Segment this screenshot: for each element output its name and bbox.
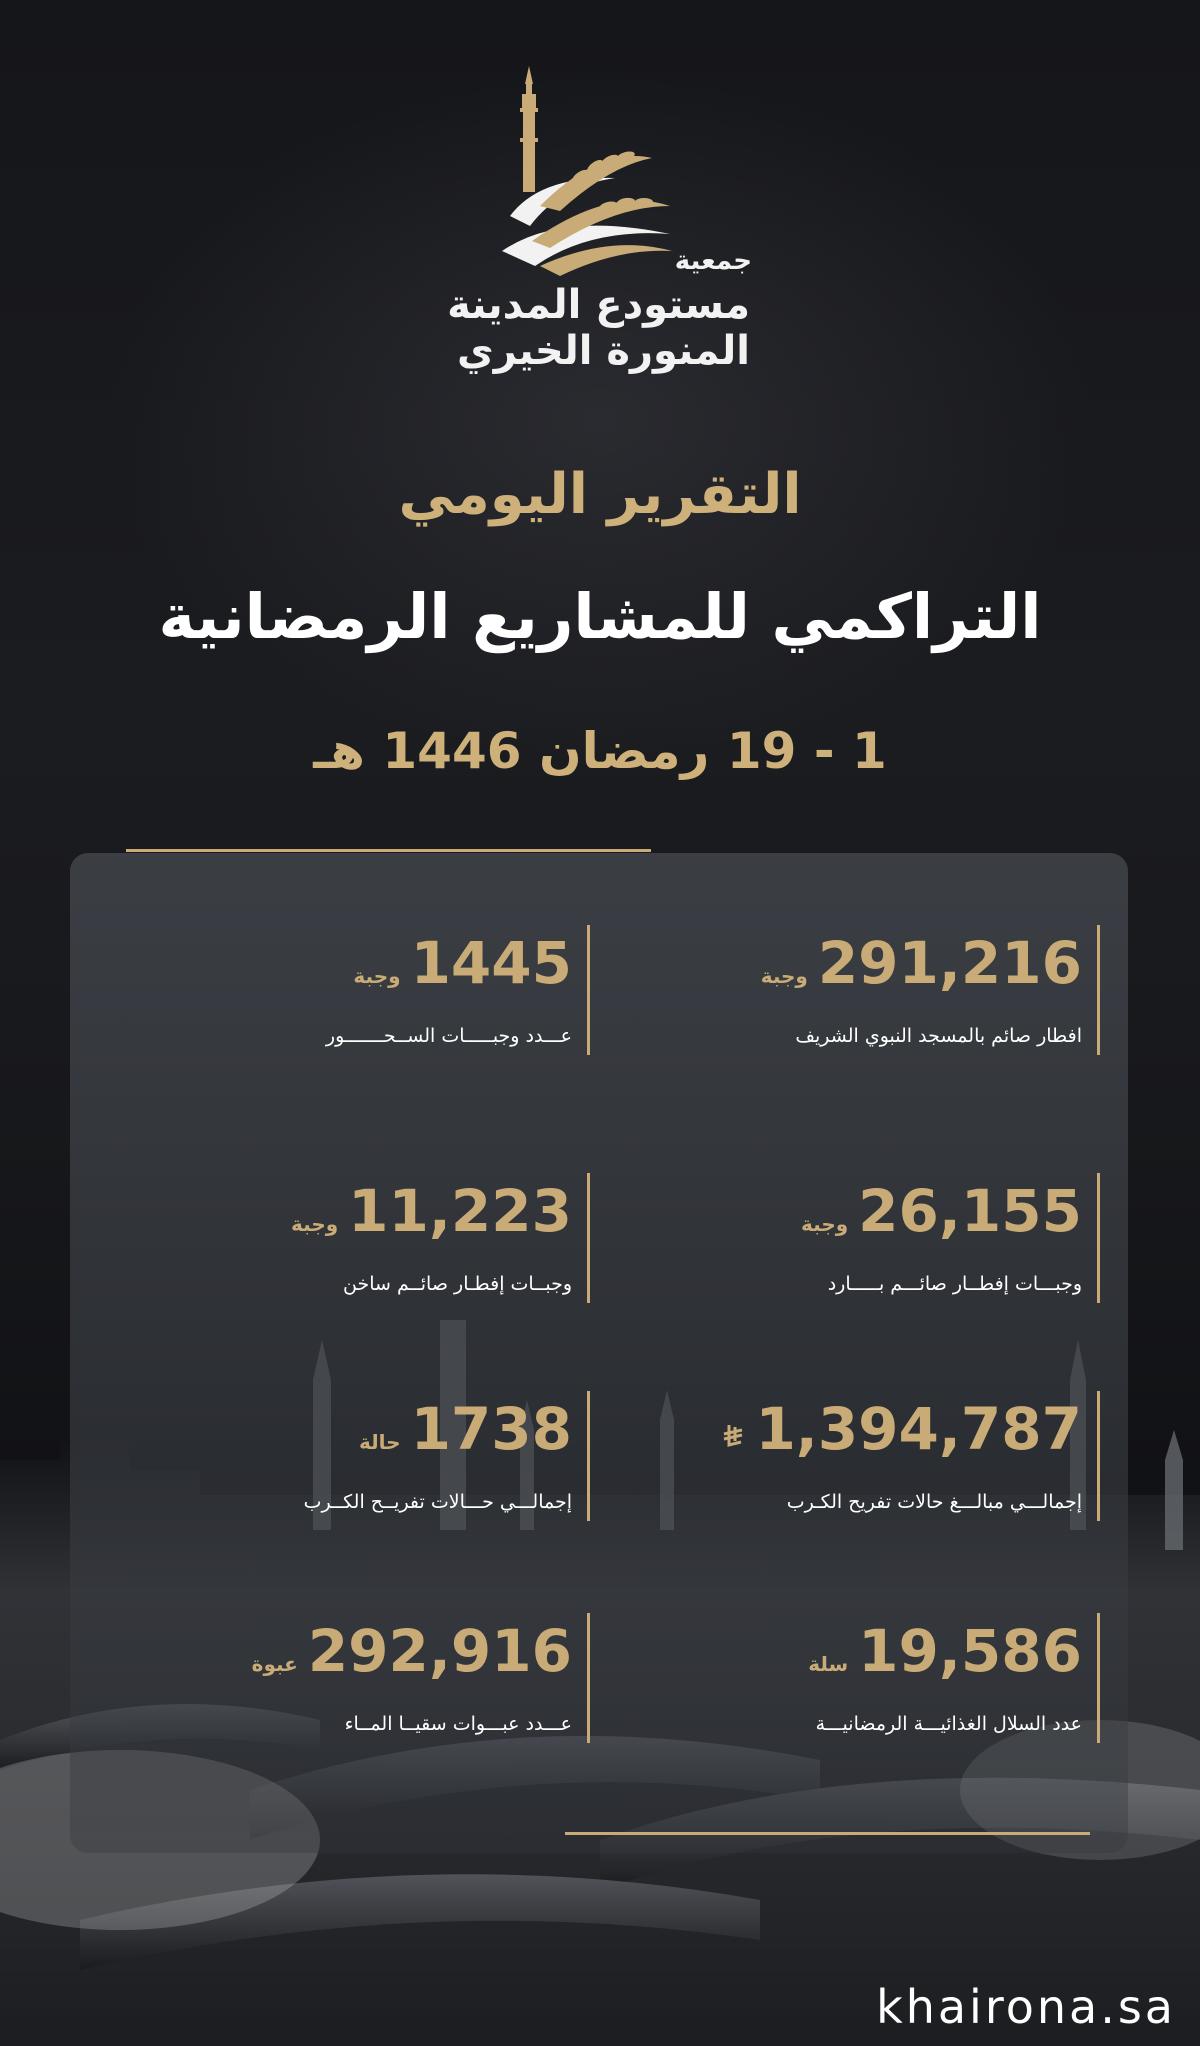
stat-item bbox=[670, 925, 1100, 1055]
stat-label: عدد السلال الغذائيـــة الرمضانيـــة bbox=[815, 1713, 1082, 1735]
stat-item bbox=[160, 1391, 590, 1521]
website-url: khairona.sa bbox=[876, 1980, 1176, 2034]
stat-unit: وجبة bbox=[291, 1212, 339, 1236]
stat-label: عـــدد وجبـــــات الســحـــــــور bbox=[325, 1025, 572, 1047]
top-divider bbox=[126, 849, 651, 852]
stat-label: إجمالـــي حـــالات تفريــح الكــرب bbox=[303, 1491, 572, 1513]
stat-accent-bar bbox=[1097, 925, 1100, 1055]
stats-panel bbox=[70, 853, 1128, 1853]
logo-text-line-1: جمعية bbox=[674, 246, 752, 276]
stat-value: 11,223 bbox=[348, 1177, 572, 1245]
stat-item bbox=[160, 925, 590, 1055]
stat-value: 291,216 bbox=[817, 929, 1082, 997]
stat-label: إجمالـــي مبالـــغ حالات تفريح الكـرب bbox=[786, 1491, 1082, 1513]
stat-unit: حالة bbox=[359, 1430, 401, 1454]
stat-value: 1,394,787 bbox=[755, 1395, 1082, 1463]
stat-item bbox=[160, 1173, 590, 1303]
stat-unit: وجبة bbox=[353, 964, 401, 988]
report-title: التقرير اليومي bbox=[398, 462, 802, 527]
stat-unit: عبوة bbox=[251, 1652, 298, 1676]
riyal-symbol-icon bbox=[721, 1423, 745, 1449]
stat-unit: وجبة bbox=[801, 1212, 849, 1236]
stat-label: وجبــات إفطـار صائــم ساخن bbox=[343, 1273, 572, 1295]
stat-unit: وجبة bbox=[760, 964, 808, 988]
stat-item bbox=[670, 1173, 1100, 1303]
stat-item bbox=[160, 1613, 590, 1743]
stat-value: 26,155 bbox=[858, 1177, 1082, 1245]
stat-value: 19,586 bbox=[858, 1617, 1082, 1685]
stat-accent-bar bbox=[587, 1613, 590, 1743]
logo-text-line-3: المنورة الخيري bbox=[457, 328, 750, 374]
stat-label: وجبـــات إفطــار صائـــم بـــــارد bbox=[827, 1273, 1082, 1295]
stat-value: 292,916 bbox=[307, 1617, 572, 1685]
stat-accent-bar bbox=[587, 1391, 590, 1521]
stat-item bbox=[670, 1613, 1100, 1743]
stat-accent-bar bbox=[1097, 1613, 1100, 1743]
stat-unit: سلة bbox=[808, 1652, 849, 1676]
stat-value: 1738 bbox=[410, 1395, 572, 1463]
stat-value: 1445 bbox=[410, 929, 572, 997]
stat-accent-bar bbox=[587, 925, 590, 1055]
stat-accent-bar bbox=[1097, 1391, 1100, 1521]
stat-accent-bar bbox=[587, 1173, 590, 1303]
stat-item bbox=[670, 1391, 1100, 1521]
stat-label: عـــدد عبـــوات سقيــا المــاء bbox=[344, 1713, 572, 1735]
bottom-divider bbox=[565, 1832, 1090, 1835]
logo-text-line-2: مستودع المدينة bbox=[447, 282, 750, 328]
date-range: 1 - 19 رمضان 1446 هـ bbox=[313, 722, 887, 780]
stat-label: افطار صائم بالمسجد النبوي الشريف bbox=[795, 1025, 1082, 1047]
stat-accent-bar bbox=[1097, 1173, 1100, 1303]
report-subtitle: التراكمي للمشاريع الرمضانية bbox=[158, 580, 1042, 653]
